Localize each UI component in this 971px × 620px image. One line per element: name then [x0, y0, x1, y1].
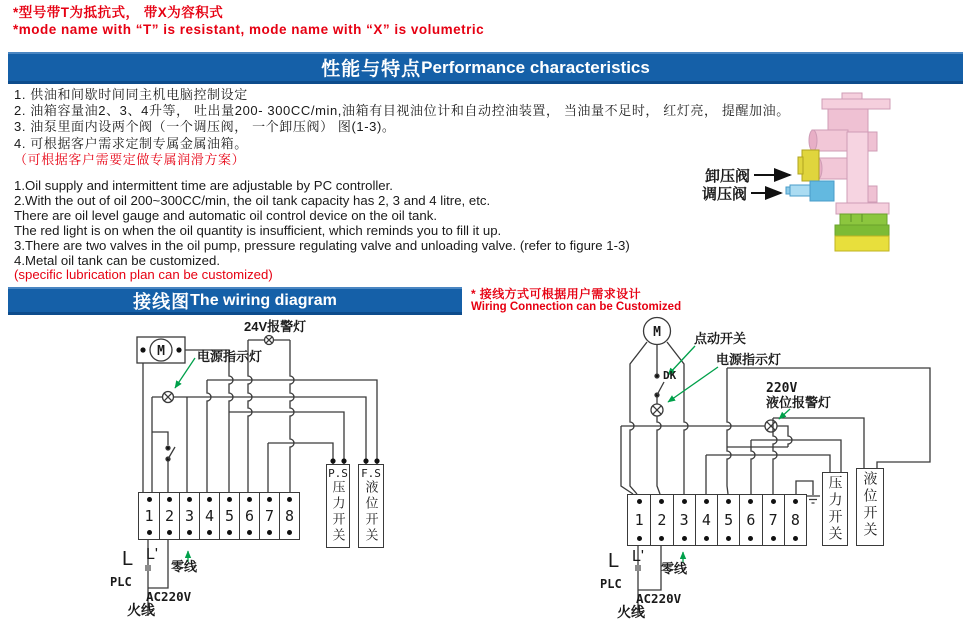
feature-en-2: 2.With the out of oil 200~300CC/min, the oil tank capacity has 2, 3 and 4 litre, etc.	[14, 192, 491, 208]
terminal-dot-bottom	[726, 536, 731, 541]
alarm-lamp-24v	[265, 336, 274, 345]
terminal-cell-1	[139, 493, 159, 539]
feature-cn-note: （可根据客户需要定做专属润滑方案）	[14, 151, 246, 167]
performance-title-en: Performance characteristics	[421, 57, 650, 77]
motor-m-right: M	[653, 325, 661, 340]
pressure-switch-code: P.S	[328, 467, 348, 480]
feature-en-2c: The red light is on when the oil quantity is insufficient, which reminds you to fill it up.	[14, 222, 502, 238]
terminal-dot-bottom	[287, 530, 292, 535]
ac-left: AC220V	[146, 589, 192, 604]
terminal-number: 2	[164, 506, 175, 525]
terminal-cell-6	[239, 493, 259, 539]
terminal-dot-bottom	[247, 530, 252, 535]
terminal-dot-top	[771, 499, 776, 504]
terminal-dot-bottom	[227, 530, 232, 535]
alarm-lamp-label: 24V报警灯	[244, 319, 307, 334]
terminal-dot-bottom	[167, 530, 172, 535]
jog-switch-label: 点动开关	[694, 331, 747, 346]
wiring-left-labels	[110, 319, 306, 618]
feature-en-4: 4.Metal oil tank can be customized.	[14, 252, 220, 268]
line-l2-left: L'	[146, 546, 158, 563]
line-l-right: L	[608, 550, 620, 572]
terminal-dot-top	[287, 497, 292, 502]
dk-label: DK	[663, 369, 677, 382]
terminal-number: 4	[204, 506, 215, 525]
plc-node-right	[635, 565, 641, 571]
line-l-left: L	[122, 548, 134, 570]
wiring-title-cn: 接线图	[133, 291, 191, 312]
terminal-dot-top	[147, 497, 152, 502]
terminal-cell-7	[762, 495, 784, 545]
pump-unloading-valve	[798, 150, 819, 181]
level-alarm-lamp-220v	[765, 420, 777, 432]
terminal-number: 7	[264, 506, 275, 525]
terminal-dot-bottom	[748, 536, 753, 541]
performance-title-cn: 性能与特点	[321, 59, 422, 80]
terminal-dot-bottom	[637, 536, 642, 541]
feature-en-1: 1.Oil supply and intermittent time are adjustable by PC controller.	[14, 178, 393, 193]
terminal-dot-bottom	[267, 530, 272, 535]
terminal-dot-top	[637, 499, 642, 504]
feature-en-note: (specific lubrication plan can be customized)	[14, 267, 273, 283]
pump-regulating-valve	[786, 181, 834, 201]
plc-left: PLC	[110, 575, 132, 589]
feature-cn-3: 3. 油泵里面内设两个阀（一个调压阀， 一个卸压阀） 图(1-3)。	[14, 119, 396, 135]
level-alarm-label-1: 220V	[766, 381, 798, 396]
terminal-number: 8	[790, 510, 800, 529]
level-switch-box-right	[856, 468, 884, 546]
terminal-number: 8	[284, 506, 295, 525]
terminal-cell-3	[179, 493, 199, 539]
terminal-cell-8	[279, 493, 299, 539]
terminal-dot-bottom	[682, 536, 687, 541]
wiring-note-cn: * 接线方式可根据用户需求设计	[471, 287, 642, 301]
unloading-valve-label: 卸压阀	[704, 168, 750, 185]
terminal-cell-5	[219, 493, 239, 539]
terminal-dot-bottom	[793, 536, 798, 541]
terminal-number: 6	[244, 506, 255, 525]
pressure-switch-box-right	[822, 472, 848, 546]
pressure-switch-name-left: 压力开关	[330, 480, 346, 544]
plc-right: PLC	[600, 577, 622, 591]
wiring-title-en: The wiring diagram	[190, 291, 337, 309]
terminal-dot-top	[267, 497, 272, 502]
neutral-right: 零线	[661, 561, 688, 576]
live-right: 火线	[617, 604, 645, 620]
pump-base	[835, 214, 889, 251]
level-switch-name-left: 液位开关	[363, 480, 379, 544]
terminal-dot-top	[247, 497, 252, 502]
plc-node-left	[145, 565, 151, 571]
terminal-dot-bottom	[659, 536, 664, 541]
terminal-number: 5	[224, 506, 235, 525]
pump-figure	[786, 93, 890, 251]
feature-en-3: 3.There are two valves in the oil pump, pressure regulating valve and unloading valve. (refer to figure 1-3)	[14, 237, 630, 253]
float-switch-contact-left	[152, 432, 175, 492]
terminal-cell-3	[673, 495, 695, 545]
feature-cn-2: 2. 油箱容量油2、3、4升等， 吐出量200- 300CC/min,油箱有目视油位计和自动控油装置， 当油量不足时， 红灯亮， 提醒加油。	[14, 103, 790, 119]
terminal-cell-1	[628, 495, 650, 545]
pump-labels	[702, 167, 790, 203]
motor-m-left: M	[157, 344, 165, 359]
power-indicator-lamp-right	[651, 404, 663, 416]
terminal-number: 5	[724, 510, 734, 529]
feature-cn-1: 1. 供油和间歇时间同主机电脑控制设定	[14, 87, 248, 102]
power-indicator-lamp-left	[163, 392, 174, 403]
terminal-cell-5	[717, 495, 739, 545]
terminal-cell-6	[739, 495, 761, 545]
terminal-dot-top	[207, 497, 212, 502]
terminal-dot-bottom	[147, 530, 152, 535]
terminal-dot-top	[726, 499, 731, 504]
terminal-dot-bottom	[704, 536, 709, 541]
power-lamp-label-left: 电源指示灯	[197, 349, 263, 364]
live-left: 火线	[127, 602, 155, 618]
feature-en-2b: There are oil level gauge and automatic oil control device on the oil tank.	[14, 207, 437, 223]
terminal-dot-top	[227, 497, 232, 502]
top-note-en: *mode name with “T” is resistant, mode name with “X” is volumetric	[13, 21, 485, 37]
terminal-cell-4	[695, 495, 717, 545]
level-switch-code: F.S	[361, 467, 381, 480]
terminal-number: 4	[701, 510, 711, 529]
terminal-dot-top	[682, 499, 687, 504]
terminal-cell-8	[784, 495, 806, 545]
terminal-strip-right	[627, 494, 807, 546]
terminal-strip-left	[138, 492, 300, 540]
terminal-dot-top	[748, 499, 753, 504]
terminal-number: 3	[679, 510, 689, 529]
terminal-number: 7	[768, 510, 778, 529]
terminal-cell-4	[199, 493, 219, 539]
terminal-dot-bottom	[771, 536, 776, 541]
terminal-number: 3	[184, 506, 195, 525]
level-alarm-label-2: 液位报警灯	[766, 395, 832, 410]
ac-right: AC220V	[636, 591, 682, 606]
terminal-number: 2	[657, 510, 667, 529]
pressure-switch-name-right: 压力开关	[827, 475, 844, 543]
terminal-dot-bottom	[207, 530, 212, 535]
terminal-dot-top	[167, 497, 172, 502]
pressure-switch-box-left	[326, 464, 350, 548]
level-switch-box-left	[358, 464, 384, 548]
terminal-dot-bottom	[187, 530, 192, 535]
terminal-cell-7	[259, 493, 279, 539]
level-switch-name-right: 液位开关	[862, 471, 879, 539]
wiring-note-en: Wiring Connection can be Customized	[471, 301, 682, 313]
terminal-dot-top	[659, 499, 664, 504]
terminal-dot-top	[704, 499, 709, 504]
power-lamp-label-right: 电源指示灯	[716, 352, 782, 367]
terminal-dot-top	[187, 497, 192, 502]
line-l2-right: L'	[632, 548, 644, 565]
top-note-cn: *型号带T为抵抗式， 带X为容积式	[13, 5, 224, 20]
terminal-cell-2	[650, 495, 672, 545]
regulating-valve-label: 调压阀	[701, 186, 747, 203]
terminal-dot-top	[793, 499, 798, 504]
feature-cn-4: 4. 可根据客户需求定制专属金属油箱。	[14, 135, 248, 151]
terminal-number: 1	[634, 510, 644, 529]
neutral-left: 零线	[171, 559, 198, 574]
terminal-number: 6	[746, 510, 756, 529]
terminal-number: 1	[144, 506, 154, 525]
terminal-cell-2	[159, 493, 179, 539]
